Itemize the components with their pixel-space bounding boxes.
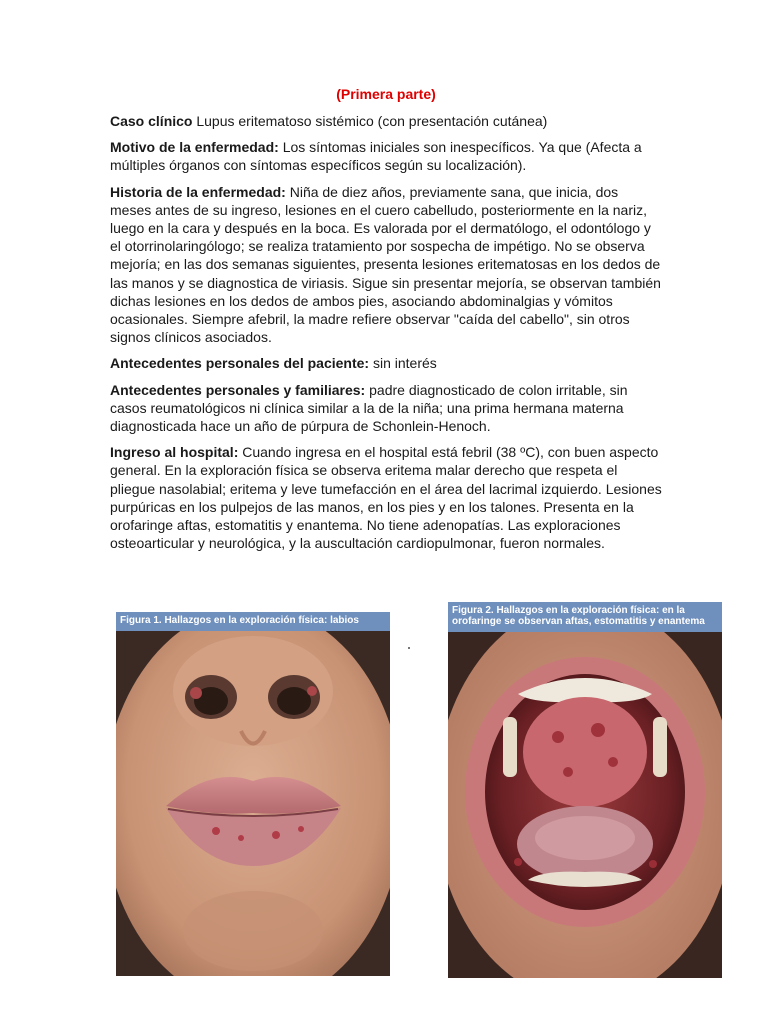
document-body [110,86,662,560]
text-caso-clinico: Lupus eritematoso sistémico (con presentación cutánea) [192,113,548,129]
paragraph-ingreso [110,443,662,552]
label-historia: Historia de la enfermedad: [110,183,286,200]
label-caso-clinico: Caso clínico [110,113,193,129]
figure-1-caption: Figura 1. Hallazgos en la exploración física: labios [116,612,390,631]
label-antecedentes-paciente: Antecedentes personales del paciente: [110,355,370,372]
section-heading: (Primera parte) [336,86,436,102]
paragraph-historia [110,183,662,347]
figure-1 [116,612,390,976]
text-antecedentes-paciente: sin interés [369,355,437,372]
label-antecedentes-familiares: Antecedentes personales y familiares: [110,381,366,398]
paragraph-caso-clinico [110,112,662,130]
figure-1-photo [116,631,390,976]
label-ingreso: Ingreso al hospital: [110,444,239,461]
text-ingreso: Cuando ingresa en el hospital está febril (38 ºC), con buen aspecto general. En la exploración física se observa eritema malar derecho que respeta el pliegue nasolabial; eritema y leve tumefacción en el área del lacrimal izquierdo. Lesiones purpúricas en los pulpejos de las manos, en los pies y en los talones. Presenta en la orofaringe aftas, estomatitis y enantema. No tiene adenopatías. Las exploraciones osteoarticular y neurológica, y la auscultación cardiopulmonar, fueron normales. [110,444,662,552]
paragraph-motivo [110,138,662,174]
figure-2 [448,602,722,978]
text-antecedentes-familiares: padre diagnosticado de colon irritable, sin casos reumatológicos ni clínica similar a la de la niña; una prima hermana materna diagnosticada hace un año de púrpura de Schonlein-Henoch. [110,381,628,435]
text-historia: Niña de diez años, previamente sana, que inicia, dos meses antes de su ingreso, lesiones en el cuero cabelludo, posteriormente en la nariz, luego en la cara y después en la boca. Es valorada por el dermatólogo, el odontólogo y el otorrinolaringólogo; se realiza tratamiento por sospecha de impétigo. No se observa mejoría; en las dos semanas siguientes, presenta lesiones eritematosas en los dedos de las manos y se diagnostica de viriasis. Sigue sin presentar mejoría, se observan también dichas lesiones en los dedos de ambos pies, asociando abdominalgias y vómitos ocasionales. Siempre afebril, la madre refiere observar "caída del cabello", sin otros signos clínicos asociados. [110,183,661,346]
paragraph-antecedentes-paciente [110,354,662,372]
label-motivo: Motivo de la enfermedad: [110,139,279,156]
figure-2-photo [448,632,722,978]
stray-mark [408,647,410,649]
text-motivo: Los síntomas iniciales son inespecíficos. Ya que (Afecta a múltiples órganos con síntomas específicos según su localización). [110,139,642,174]
paragraph-antecedentes-familiares [110,381,662,436]
figure-2-caption: Figura 2. Hallazgos en la exploración física: en la orofaringe se observan aftas, estomatitis y enantema [448,602,722,632]
